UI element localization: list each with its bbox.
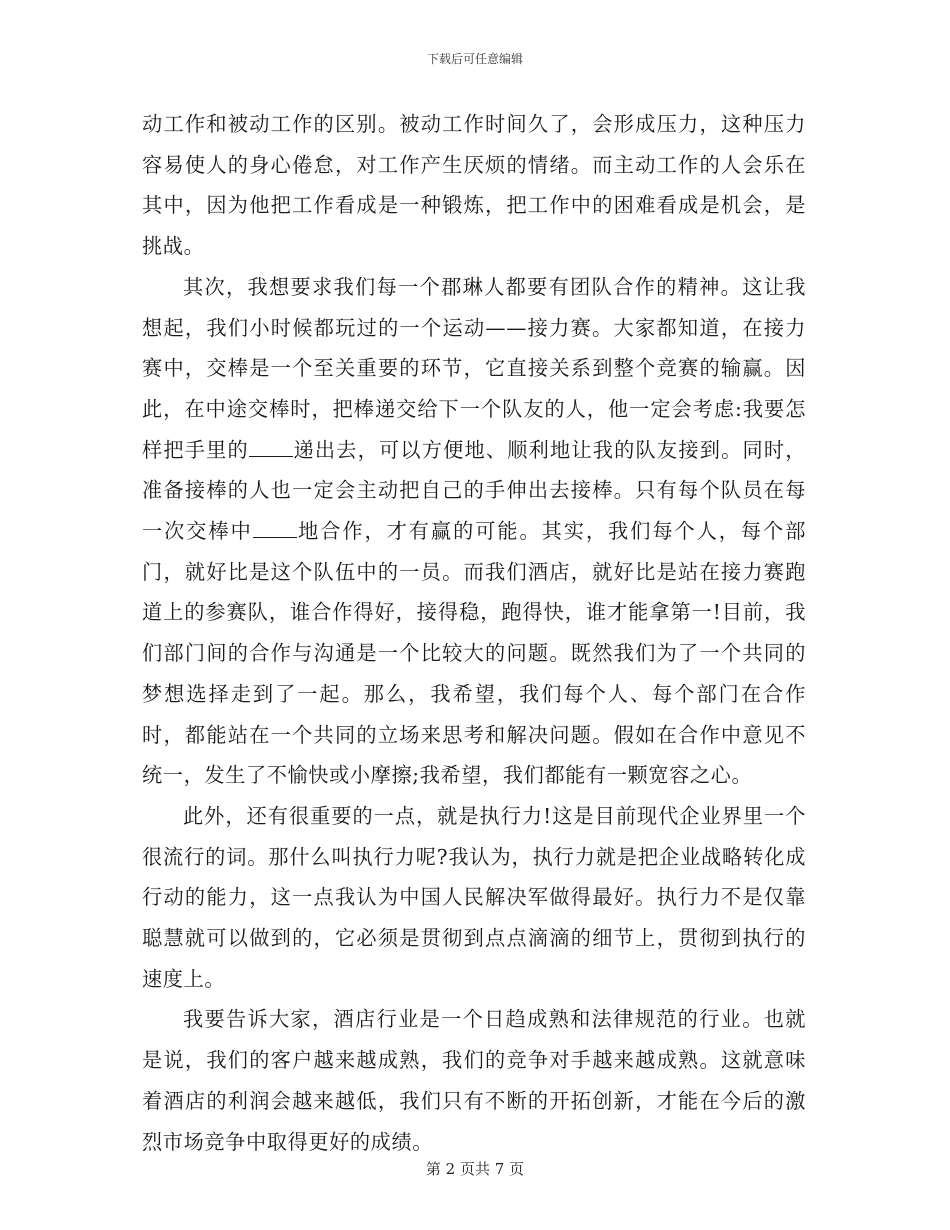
paragraph-2-part-2: 递出去，可以方便地、顺利地让我的队友接到。同时，准备接棒的人也一定会主动把自己的手伸出去接棒。只有每个队员在每一次交棒中 xyxy=(142,437,806,544)
paragraph-3: 此外，还有很重要的一点，就是执行力!这是目前现代企业界里一个很流行的词。那什么叫执行力呢?我认为，执行力就是把企业战略转化成行动的能力，这一点我认为中国人民解决军做得最好。执行力不是仅靠聪慧就可以做到的，它必须是贯彻到点点滴滴的细节上，贯彻到执行的速度上。 xyxy=(142,803,806,991)
paragraph-4: 我要告诉大家，酒店行业是一个日趋成熟和法律规范的行业。也就是说，我们的客户越来越成熟，我们的竞争对手越来越成熟。这就意味着酒店的利润会越来越低，我们只有不断的开拓创新，才能在今后的激烈市场竞争中取得更好的成绩。 xyxy=(142,1007,806,1154)
paragraph-2 xyxy=(142,267,806,796)
page-footer: 第 2 页共 7 页 xyxy=(425,1160,525,1178)
paragraph-2-part-1: 其次，我想要求我们每一个郡琳人都要有团队合作的精神。这让我想起，我们小时候都玩过的一个运动——接力赛。大家都知道，在接力赛中，交棒是一个至关重要的环节，它直接关系到整个竞赛的输赢。因此，在中途交棒时，把棒递交给下一个队友的人，他一定会考虑:我要怎样把手里的 xyxy=(142,274,806,462)
fill-in-blank xyxy=(253,523,297,538)
page-header: 下载后可任意编辑 xyxy=(426,52,523,66)
document-body xyxy=(142,104,806,1162)
fill-in-blank xyxy=(249,442,293,457)
paragraph-1: 动工作和被动工作的区别。被动工作时间久了，会形成压力，这种压力容易使人的身心倦怠，对工作产生厌烦的情绪。而主动工作的人会乐在其中，因为他把工作看成是一种锻炼，把工作中的困难看成是机会，是挑战。 xyxy=(142,112,806,259)
paragraph-2-part-3: 地合作，才有赢的可能。其实，我们每个人，每个部门，就好比是这个队伍中的一员。而我们酒店，就好比是站在接力赛跑道上的参赛队，谁合作得好，接得稳，跑得快，谁才能拿第一!目前，我们部门间的合作与沟通是一个比较大的问题。既然我们为了一个共同的梦想选择走到了一起。那么，我希望，我们每个人、每个部门在合作时，都能站在一个共同的立场来思考和解决问题。假如在合作中意见不统一，发生了不愉快或小摩擦;我希望，我们都能有一颗宽容之心。 xyxy=(142,519,806,788)
